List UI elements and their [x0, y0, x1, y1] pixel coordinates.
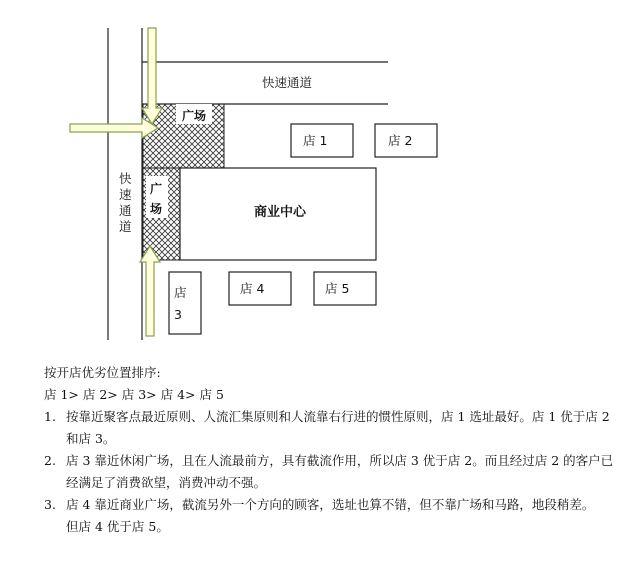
plaza-left-label-1: 广 [150, 182, 163, 196]
ranking-line: 店 1> 店 2> 店 3> 店 4> 店 5 [44, 387, 224, 402]
reason-item-1 [44, 406, 624, 450]
arrow-from-bottom [140, 246, 160, 336]
reason-number: 3. [44, 497, 56, 512]
business-center-label: 商业中心 [254, 205, 307, 220]
store-4-label: 店 4 [240, 281, 265, 296]
reason-item-3 [44, 494, 624, 538]
express-road-top-label: 快速通道 [262, 75, 313, 90]
store-1-label: 店 1 [303, 133, 328, 148]
reason-number: 1. [44, 409, 56, 424]
ranking-heading: 按开店优劣位置排序: [44, 365, 161, 380]
reason-number: 2. [44, 453, 56, 468]
arrow-from-left [70, 118, 158, 138]
store-5-label: 店 5 [325, 281, 350, 296]
plaza-left-label-2: 场 [150, 202, 163, 216]
reason-line: 和店 3。 [66, 431, 116, 446]
reason-line: 按靠近聚客点最近原则、人流汇集原则和人流靠右行进的惯性原则，店 1 选址最好。店 1 优于店 2 [66, 409, 610, 424]
store-3-label-b: 3 [174, 307, 182, 322]
store-2-label: 店 2 [388, 133, 413, 148]
explanation-text [44, 362, 624, 538]
express-road-left-label-4: 道 [119, 219, 132, 234]
express-road-left-label-2: 速 [119, 187, 132, 202]
plaza-top-label: 广场 [182, 109, 207, 123]
express-road-left-label-1: 快 [119, 171, 132, 186]
reason-line: 经满足了消费欲望，消费冲动不强。 [66, 475, 267, 490]
reason-list [44, 406, 624, 538]
reason-line: 店 3 靠近休闲广场，且在人流最前方，具有截流作用，所以店 3 优于店 2。而且经过店 2 的客户已 [66, 453, 614, 468]
express-road-left-label-3: 通 [119, 203, 132, 218]
store-3-label-a: 店 [174, 285, 187, 300]
arrow-from-top [142, 28, 162, 124]
store-3-box [169, 272, 201, 334]
reason-line: 店 4 靠近商业广场，截流另外一个方向的顾客，选址也算不错，但不靠广场和马路，地段稍差。 [66, 497, 595, 512]
reason-line: 但店 4 优于店 5。 [66, 519, 169, 534]
reason-item-2 [44, 450, 624, 494]
